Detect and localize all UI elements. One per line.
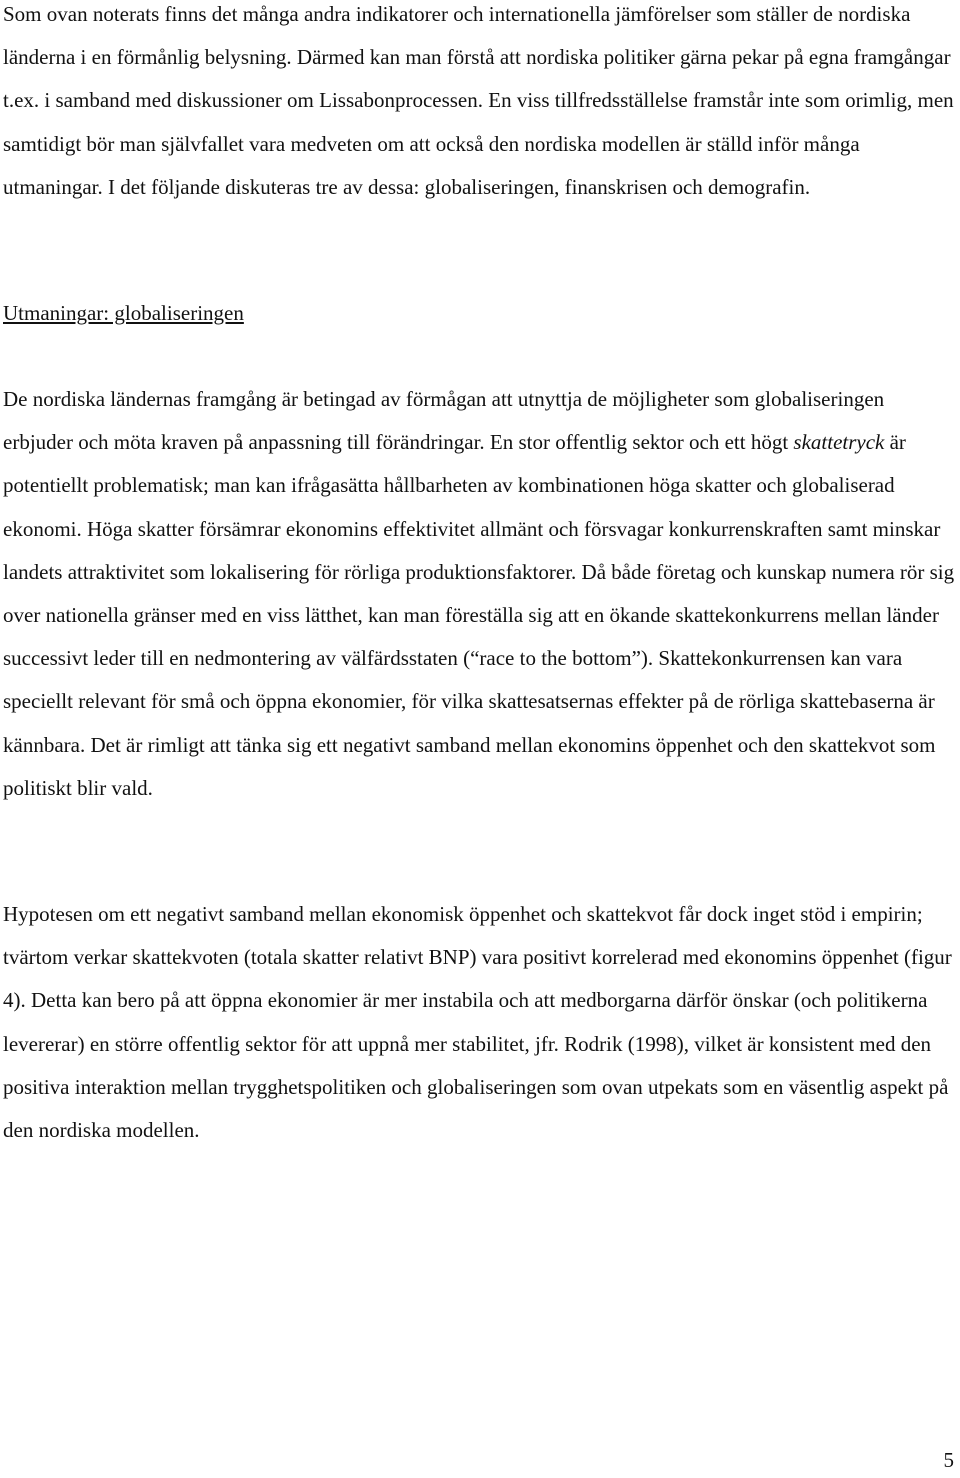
paragraph-intro: Som ovan noterats finns det många andra indikatorer och internationella jämförelser som ställer de nordiska länderna i en förmånlig belysning. Därmed kan man förstå att nordiska politiker gärna pekar på egna framgångar t.ex. i samband med diskussioner om Lissabonprocessen. En viss tillfredsställelse framstår inte som orimlig, men samtidigt bör man självfallet vara medveten om att också den nordiska modellen är ställd inför många utmaningar. I det följande diskuteras tre av dessa: globaliseringen, finanskrisen och demografin. — [3, 2, 954, 199]
paragraph-globalization — [3, 378, 958, 810]
italic-term: skattetryck — [793, 430, 885, 455]
page-number: 5 — [943, 1448, 954, 1472]
paragraph-globalization-part1: De nordiska ländernas framgång är betingad av förmågan att utnyttja de möjligheter som globaliseringen erbjuder och möta kraven på anpassning till förändringar. En stor offentlig sektor och ett högt — [3, 387, 885, 455]
section-heading: Utmaningar: globaliseringen — [3, 301, 244, 325]
paragraph-hypothesis: Hypotesen om ett negativt samband mellan ekonomisk öppenhet och skattekvot får dock inget stöd i empirin; tvärtom verkar skattekvoten (totala skatter relativt BNP) vara positivt korrelerad med ekonomins öppenhet (figur 4). Detta kan bero på att öppna ekonomier är mer instabila och att medborgarna därför önskar (och politikerna levererar) en större offentlig sektor för att uppnå mer stabilitet, jfr. Rodrik (1998), vilket är konsistent med den positiva interaktion mellan trygghetspolitiken och globaliseringen som ovan utpekats som en väsentlig aspekt på den nordiska modellen. — [3, 902, 952, 1143]
paragraph-globalization-part2: är potentiellt problematisk; man kan ifrågasätta hållbarheten av kombinationen höga skatter och globaliserad ekonomi. Höga skatter försämrar ekonomins effektivitet allmänt och försvagar konkurrenskraften samt minskar landets attraktivitet som lokalisering för rörliga produktionsfaktorer. Då både företag och kunskap numera rör sig over nationella gränser med en viss lätthet, kan man föreställa sig att en ökande skattekonkurrens mellan länder successivt leder till en nedmontering av välfärdsstaten (“race to the bottom”). Skattekonkurrensen kan vara speciellt relevant för små och öppna ekonomier, för vilka skattesatsernas effekter på de rörliga skattebaserna är kännbara. Det är rimligt att tänka sig ett negativt samband mellan ekonomins öppenhet och den skattekvot som politiskt blir vald. — [3, 430, 955, 800]
